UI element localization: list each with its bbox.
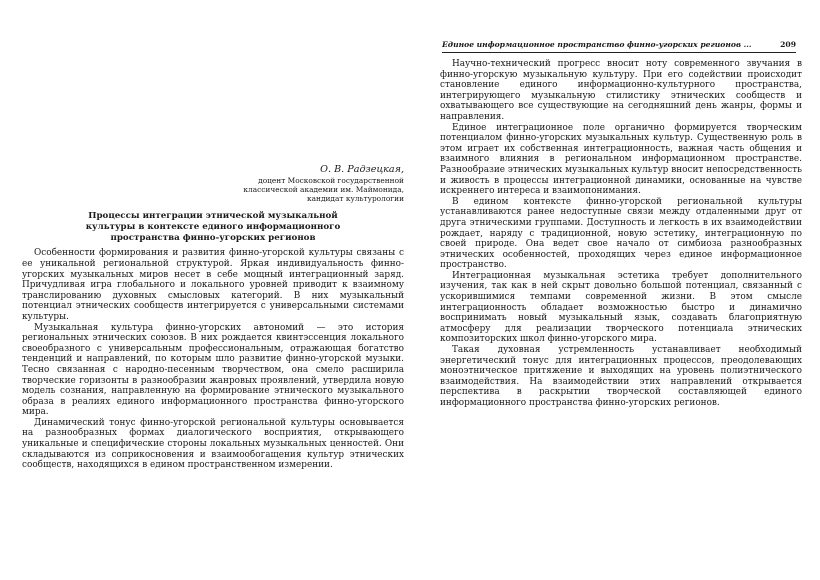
body-paragraph: Музыкальная культура финно-угорских автономий — это история региональных этнических союзов. В них рождается квинтэссенция локального своеобразного с универсальным профессиональным, отражающая богатство тенденций и направлений, по которым шло развитие финно-угорской музыки. Тесно связанная с народно-песенным творчеством, она смело расширила творческие горизонты в разнообразии жанровых проявлений, утвердила новую модель сознания, направленную на формирование этнического музыкального образа в реалиях единого информационного пространства финно-угорского мира. (22, 322, 404, 418)
article-title (22, 211, 404, 243)
right-page (418, 40, 802, 560)
body-paragraph: Единое интеграционное поле органично формируется творческим потенциалом финно-угорских музыкальных культур. Существенную роль в этом играет их собственная интеграционность, важная часть общения и взаимного влияния в региональном информационном пространстве. Разнообразие этнических музыкальных культур вносит непосредственность и живость в процессы интеграционной динамики, основанные на чувстве искреннего интереса и взаимопонимания. (440, 122, 802, 197)
article-title-line: пространства финно-угорских регионов (110, 232, 316, 243)
page-number: 209 (780, 40, 796, 49)
body-paragraph: Особенности формирования и развития финно-угорской культуры связаны с ее уникальной региональной структурой. Яркая индивидуальность финно-угорских музыкальных миров несет в себе мощный интеграционный заряд. Причудливая игра глобального и локального уровней приводит к взаимному транслированию духовных смысловых категорий. В них музыкальный потенциал этнических сообществ интегрируется с универсальными системами культуры. (22, 248, 404, 322)
article-title-line: Процессы интеграции этнической музыкальной (88, 211, 338, 221)
body-paragraph: Интеграционная музыкальная эстетика требует дополнительного изучения, так как в ней скрыт довольно большой потенциал, связанный с ускорившимися темпами современной жизни. В этом смысле интеграционность обладает возможностью быстро и динамично воспринимать новый музыкальный язык, создавать благоприятную атмосферу для реализации творческого потенциала этнических композиторских школ финно-угорского мира. (440, 270, 802, 345)
body-paragraph: Научно-технический прогресс вносит ноту современного звучания в финно-угорскую музыкальную культуру. При его содействии происходит становление единого информационно-культурного пространства, интегрирующего музыкальную стилистику этнических сообществ и охватывающего все существующие на сегодняшний день жанры, формы и направления. (440, 59, 802, 122)
article-title-line: культуры в контексте единого информационного (85, 221, 341, 232)
left-page (22, 40, 404, 560)
body-paragraph: Такая духовная устремленность устанавливает необходимый энергетический тонус для интеграционных процессов, преодолевающих моноэтническое притяжение и выходящих на уровень полиэтнического взаимодействия. На взаимодействии этих направлений открывается перспектива в раскрытии творческой составляющей единого информационного пространства финно-угорских регионов. (440, 345, 802, 408)
author-block (22, 164, 404, 203)
author-name: О. В. Радзецкая, (320, 164, 404, 175)
running-head-title: Единое информационное пространство финно-угорских регионов ... (442, 40, 752, 49)
body-paragraph: Динамический тонус финно-угорской региональной культуры основывается на разнообразных формах диалогического восприятия, открывающего уникальные и специфические стороны локальных музыкальных ценностей. Они складываются из соприкосновения и взаимообогащения культур этнических сообществ, находящихся в едином пространственном измерении. (22, 417, 404, 471)
author-affiliation-line: кандидат культурологии (307, 194, 404, 203)
body-paragraph: В едином контексте финно-угорской региональной культуры устанавливаются ранее недоступные связи между отдаленными друг от друга этническими группами. Доступность и легкость в их взаимодействии рождает, наряду с традиционной, новую эстетику, интеграционную по своей природе. Она ведет свое начало от симбиоза разнообразных этнических особенностей, проходящих через единое информационное пространство. (440, 196, 802, 271)
author-affiliation-line: классической академии им. Маймонида, (243, 185, 404, 194)
author-affiliation-line: доцент Московской государственной (258, 176, 404, 185)
running-head (442, 40, 796, 53)
